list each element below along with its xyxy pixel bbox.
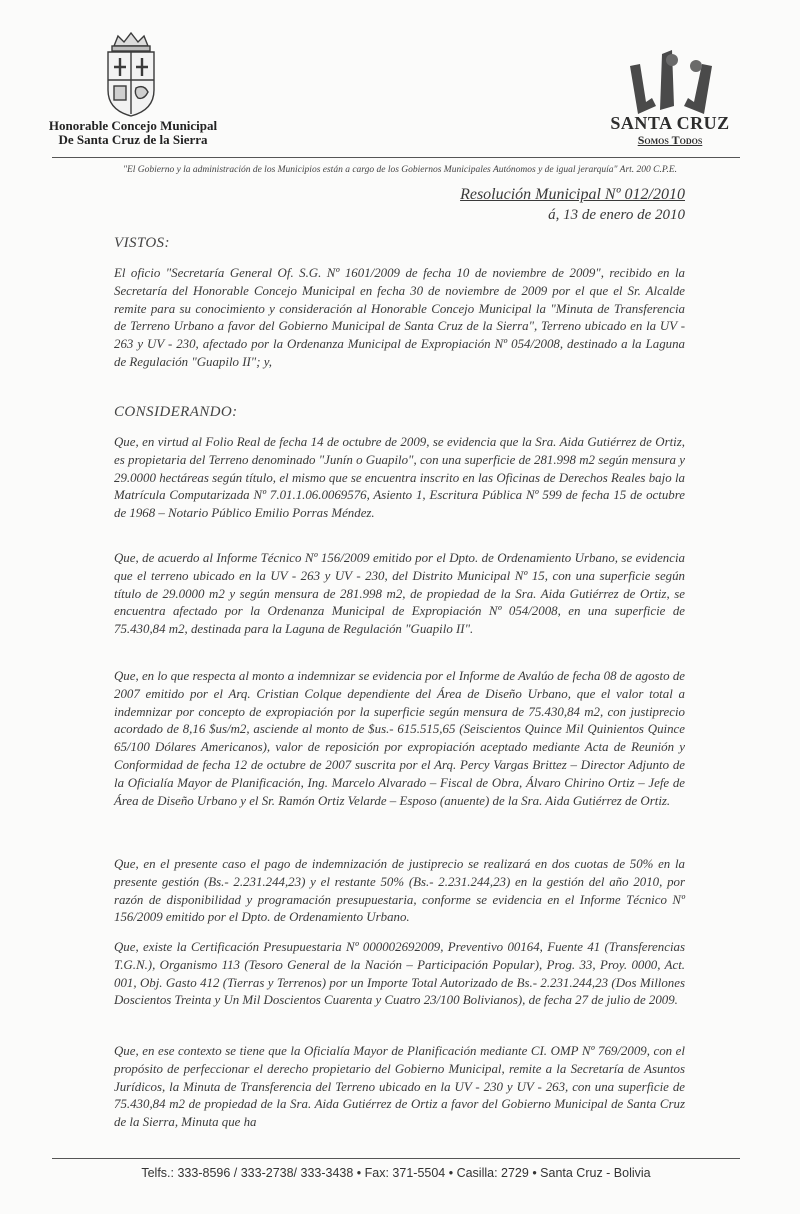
footer-divider bbox=[52, 1158, 740, 1159]
header-divider bbox=[52, 157, 740, 158]
logo-title: SANTA CRUZ bbox=[610, 113, 730, 133]
council-name-line2: De Santa Cruz de la Sierra bbox=[58, 132, 208, 147]
council-name bbox=[40, 119, 226, 147]
considerando-paragraph-1: Que, en virtud al Folio Real de fecha 14 de octubre de 2009, se evidencia que la Sra. Aida Gutiérrez de Ortiz, es propietaria del Terreno denominado "Junín o Guapilo", con una superficie de 281.998 m2 según mensura y 29.0000 hectáreas según título, el mismo que se encuentra inscrito en las Oficinas de Derechos Reales bajo la Matrícula Computarizada Nº 7.01.1.06.0069576, Asiento 1, Escritura Pública Nº 599 de fecha 15 de octubre de 1968 – Notario Público Emilio Porras Méndez. bbox=[114, 435, 685, 521]
resolution-date: á, 13 de enero de 2010 bbox=[548, 207, 685, 223]
considerando-paragraph-6: Que, en ese contexto se tiene que la Oficialía Mayor de Planificación mediante CI. OMP Nº 769/2009, con el propósito de perfeccionar el derecho propietario del Gobierno Municipal, remite a la Secretaría de Asuntos Jurídicos, la Minuta de Transferencia del Terreno ubicado en la UV - 230 y UV - 263, con una superficie de 75.430,84 m2 de propiedad de la Sra. Aida Gutiérrez de Ortiz a favor del Gobierno Municipal de Santa Cruz de la Sierra, Minuta que ha bbox=[114, 1044, 685, 1130]
considerando-paragraph-4: Que, en el presente caso el pago de indemnización de justiprecio se realizará en dos cuotas de 50% en la presente gestión (Bs.- 2.231.244,23) y el restante 50% (Bs.- 2.231.244,23) en la gestión del año 2010, por razón de disponibilidad y programación presupuestaria, conforme se evidencia en el Informe Técnico Nº 156/2009 emitido por el Dpto. de Ordenamiento Urbano. bbox=[114, 857, 685, 925]
considerando-paragraph-5: Que, existe la Certificación Presupuestaria Nº 000002692009, Preventivo 00164, Fuente 41 (Transferencias T.G.N.), Organismo 113 (Tesoro General de la Nación – Participación Popular), Prog. 33, Proy. 0000, Act. 001, Obj. Gasto 412 (Tierras y Terrenos) por un Importe Total Autorizado de Bs.- 2.231.244,23 (Dos Millones Doscientos Treinta y Un Mil Doscientos Cuarenta y Cuatro 23/100 Bolivianos), de fecha 27 de julio de 2009. bbox=[114, 940, 685, 1008]
vistos-paragraph: El oficio "Secretaría General Of. S.G. Nº 1601/2009 de fecha 10 de noviembre de 2009", recibido en la Secretaría del Honorable Concejo Municipal en fecha 30 de noviembre de 2009 por el que el Sr. Alcalde remite para su conocimiento y consideración al Honorable Concejo Municipal la "Minuta de Transferencia de Terreno Urbano a favor del Gobierno Municipal de Santa Cruz de la Sierra", Terreno ubicado en la UV - 263 y UV - 230, afectado por la Ordenanza Municipal de Expropiación Nº 054/2008, destinado a la Laguna de Regulación "Guapilo II"; y, bbox=[114, 266, 685, 369]
resolution-title: Resolución Municipal Nº 012/2010 bbox=[460, 186, 685, 203]
council-name-line1: Honorable Concejo Municipal bbox=[48, 118, 218, 133]
footer-contact: Telfs.: 333-8596 / 333-2738/ 333-3438 • Fax: 371-5504 • Casilla: 2729 • Santa Cruz - Bolivia bbox=[141, 1166, 651, 1180]
constitution-quote: "El Gobierno y la administración de los Municipios están a cargo de los Gobiernos Municipales Autónomos y de igual jerarquía" Art. 200 C.P.E. bbox=[122, 165, 678, 175]
considerando-paragraph-2: Que, de acuerdo al Informe Técnico Nº 156/2009 emitido por el Dpto. de Ordenamiento Urbano, se evidencia que el terreno ubicado en la UV - 263 y UV - 230, del Distrito Municipal Nº 15, con una superficie según título de 29.0000 m2 y según mensura de 281.998 m2, de propiedad de la Sra. Aida Gutiérrez de Ortiz, se encuentra afectado por la Ordenanza Municipal de Expropiación Nº 054/2008, en una superficie de 75.430,84 m2, destinada para la Laguna de Regulación "Guapilo II". bbox=[114, 551, 685, 637]
considerando-paragraph-3: Que, en lo que respecta al monto a indemnizar se evidencia por el Informe de Avalúo de fecha 08 de agosto de 2007 emitido por el Arq. Cristian Colque dependiente del Área de Diseño Urbano, que el valor total a indemnizar por concepto de expropiación por la superficie según mensura de 75.430,84 m2, con justiprecio acordado de 8,16 $us/m2, asciende al monto de $us.- 615.515,65 (Seiscientos Quince Mil Quinientos Quince 65/100 Dólares Americanos), valor de reposición por expropiación aceptado mediante Acta de Reunión y Conformidad de fecha 12 de octubre de 2007 suscrita por el Arq. Percy Vargas Brittez – Director Adjunto de la Oficialía Mayor de Planificación, Ing. Marcelo Alvarado – Fiscal de Obra, Álvaro Chirino Ortiz – Jefe de Área de Diseño Urbano y el Sr. Ramón Ortiz Velarde – Esposo (anuente) de la Sra. Aida Gutiérrez de Ortiz. bbox=[114, 669, 685, 808]
coat-of-arms-icon bbox=[100, 30, 162, 118]
considerando-heading: CONSIDERANDO: bbox=[114, 404, 238, 420]
vistos-heading: VISTOS: bbox=[114, 235, 170, 251]
logo-subtitle: Somos Todos bbox=[637, 133, 703, 147]
